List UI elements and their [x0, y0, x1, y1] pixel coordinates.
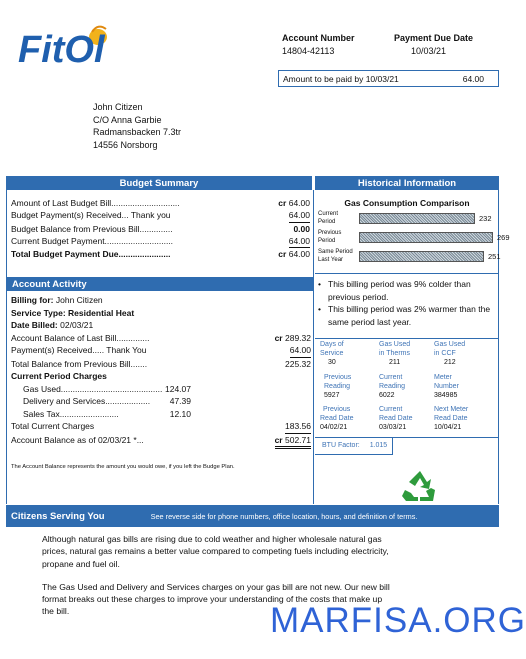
stat-label: Reading: [379, 382, 406, 390]
bar-value: 269: [497, 233, 510, 242]
budget-row-label: Current Budget Payment.............................: [11, 235, 174, 246]
stat-label: Read Date: [379, 414, 413, 422]
balance-as-of-prefix: cr: [274, 434, 283, 445]
stat-cell: [320, 341, 379, 374]
recycle-icon: [400, 469, 440, 503]
charge-row: [11, 408, 191, 421]
balance-row-label: Total Balance from Previous Bill.......: [11, 358, 148, 369]
budget-row-label: Total Budget Payment Due......................: [11, 249, 171, 260]
historical-info-header: [315, 176, 499, 190]
bar-label-line: Previous: [318, 230, 342, 236]
stat-label: Gas Used: [434, 341, 466, 348]
mailing-address: [93, 101, 181, 151]
stat-cell: [434, 406, 494, 438]
gas-chart-title: Gas Consumption Comparison: [344, 198, 470, 208]
citizens-paragraph: Although natural gas bills are rising due to cold weather and higher wholesale natural gas prices, natural gas remains a better value compared to competing fuels including electricity, propane and fuel oil.: [42, 534, 389, 569]
bar-label: [318, 210, 358, 226]
budget-row-label: Budget Balance from Previous Bill..............: [11, 223, 173, 234]
budget-row-label: Amount of Last Budget Bill.............................: [11, 198, 180, 208]
stat-value: 03/03/21: [379, 423, 407, 431]
stat-label: Read Date: [320, 414, 354, 422]
address-line: John Citizen: [93, 102, 143, 112]
stat-label: Reading: [324, 382, 351, 390]
stat-cell: [379, 374, 434, 406]
citizens-paragraph: The Gas Used and Delivery and Services charges on your gas bill are not new. Our new bill format breaks out these charges to improve your understanding of the costs that make up the bill.: [42, 581, 390, 617]
charge-value: 12.10: [169, 408, 191, 419]
stat-value: 6022: [379, 391, 395, 399]
charge-label: Sales Tax.........................: [23, 408, 119, 419]
budget-total-row: [11, 248, 310, 260]
budget-row-prefix: cr: [278, 198, 287, 208]
charge-value: 124.07: [165, 383, 191, 394]
balance-row-value: 289.32: [285, 332, 311, 343]
budget-row: [11, 209, 310, 222]
frame-left-line: [6, 190, 7, 504]
stat-label: Read Date: [434, 414, 468, 422]
stats-row: [320, 341, 496, 374]
budget-summary-header: [6, 176, 312, 190]
bar-label-line: Current: [318, 211, 339, 217]
balance-row: [11, 344, 311, 358]
bar-value: 251: [488, 252, 501, 261]
stat-label: Gas Used: [379, 341, 411, 348]
stat-label: in Therms: [379, 349, 410, 357]
budget-row-value: 64.00: [289, 209, 310, 222]
stat-label: Meter: [434, 374, 452, 381]
citizens-serving-subtitle: See reverse side for phone numbers, office location, hours, and definition of terms.: [150, 511, 418, 521]
btu-factor-label: BTU Factor:: [322, 442, 360, 449]
watermark: [270, 601, 526, 641]
stat-label: Current: [379, 374, 403, 381]
billing-for-label: Billing for:: [11, 295, 54, 305]
charge-label: Delivery and Services...................: [23, 396, 151, 406]
comparison-note-text: This billing period was 2% warmer than the same period last year.: [328, 304, 491, 327]
gas-consumption-chart: [318, 210, 510, 270]
stat-value: 10/04/21: [434, 423, 462, 431]
stat-value: 5927: [324, 391, 340, 399]
chart-separator-line: [315, 273, 498, 274]
balance-as-of-row: [11, 434, 311, 450]
budget-row: [11, 197, 310, 209]
budget-row: [11, 235, 310, 248]
charge-row: [11, 395, 191, 408]
balance-row-label: Payment(s) Received..... Thank You: [11, 345, 147, 355]
stat-value: 211: [389, 358, 401, 366]
amount-due-value: 64.00: [462, 73, 484, 84]
budget-summary-title: Budget Summary: [119, 177, 199, 189]
account-number-label: Account Number: [282, 33, 355, 43]
comparison-notes: [318, 278, 496, 328]
bar-label: [318, 229, 358, 245]
stats-row: [320, 406, 496, 438]
stat-cell: [379, 341, 434, 374]
consumption-bar: [359, 213, 475, 224]
btu-separator-line: [315, 454, 393, 455]
budget-row-value: 64.00: [288, 198, 310, 208]
budget-row-value: 0.00: [293, 223, 310, 234]
account-activity-header: [6, 277, 313, 291]
balance-row-label: Account Balance of Last Bill..............: [11, 332, 150, 343]
stat-label: Next Meter: [434, 406, 469, 413]
billing-for: [11, 294, 311, 307]
account-footnote: The Account Balance represents the amount you would owe, if you left the Budge Plan.: [11, 464, 235, 470]
consumption-bar: [359, 232, 493, 243]
watermark-text: MARFISA.ORG: [270, 601, 526, 640]
date-billed-value: 02/03/21: [60, 320, 94, 330]
btu-box-line: [392, 437, 393, 454]
budget-row-label: Budget Payment(s) Received... Thank you: [11, 210, 171, 221]
company-logo: [16, 22, 136, 70]
stat-label: Previous: [324, 374, 352, 381]
balance-as-of-value: 502.71: [285, 434, 311, 445]
stat-cell: [320, 406, 379, 438]
budget-summary-table: [11, 197, 310, 260]
budget-row: [11, 223, 310, 235]
payment-due-date: 10/03/21: [411, 46, 447, 56]
budget-row-prefix: cr: [278, 249, 287, 260]
bar-label-line: Last Year: [318, 257, 344, 263]
account-activity-body: [11, 294, 311, 449]
bar-value: 232: [479, 214, 492, 223]
btu-factor-value: 1.015: [369, 442, 388, 449]
billing-for-value: John Citizen: [55, 295, 103, 305]
stat-value: 212: [444, 358, 456, 366]
stat-cell: [379, 406, 434, 438]
stat-label: in CCF: [434, 349, 456, 357]
stats-row: [320, 374, 496, 406]
amount-due-label: Amount to be paid by 10/03/21: [283, 73, 399, 84]
balance-row: [11, 358, 311, 371]
historical-info-title: Historical Information: [357, 177, 457, 189]
address-line: C/O Anna Garbie: [93, 114, 162, 125]
stat-value: 384985: [434, 391, 458, 399]
meter-stats-grid: [320, 341, 496, 438]
total-current-value: 183.56: [285, 420, 311, 434]
payment-due-label: Payment Due Date: [394, 33, 474, 43]
date-billed: [11, 319, 311, 332]
charge-value: 47.39: [169, 396, 191, 406]
stat-label: Previous: [323, 406, 351, 413]
total-current-label: Total Current Charges: [11, 421, 95, 431]
btu-factor: [322, 442, 387, 449]
balance-row-value: 225.32: [285, 358, 311, 369]
address-line: Radmansbacken 7.3tr: [93, 127, 182, 137]
comparison-note: • This billing period was 9% colder than previous period.: [318, 278, 496, 303]
charges-title: Current Period Charges: [11, 371, 107, 381]
date-billed-label: Date Billed:: [11, 320, 58, 330]
budget-row-value: 64.00: [289, 235, 310, 248]
comparison-note-text: This billing period was 9% colder than previous period.: [328, 279, 471, 302]
notes-separator-line: [315, 338, 498, 339]
stat-label: Days of: [320, 341, 344, 348]
total-current-row: [11, 420, 311, 434]
budget-row-value: 64.00: [288, 249, 310, 260]
comparison-note: • This billing period was 2% warmer than the same period last year.: [318, 303, 496, 328]
charge-label: Gas Used...........................................: [23, 383, 163, 394]
logo-text: FitOl: [18, 29, 105, 71]
service-type-value: Residential Heat: [68, 307, 135, 318]
service-type: [11, 307, 311, 320]
service-type-label: Service Type:: [11, 307, 66, 318]
bar-label: [318, 248, 358, 264]
balance-row: [11, 332, 311, 345]
citizens-serving-header: [6, 505, 499, 527]
stat-value: 30: [328, 358, 336, 366]
stat-cell: [434, 341, 494, 374]
balance-row-value: 64.00: [290, 344, 311, 358]
bar-label-line: Same Period: [318, 249, 353, 255]
stat-label: Service: [320, 349, 344, 357]
account-number: 14804-42113: [282, 46, 335, 56]
bar-label-line: Period: [318, 219, 336, 225]
stat-cell: [434, 374, 494, 406]
consumption-bar: [359, 251, 484, 262]
balance-as-of-label: Account Balance as of 02/03/21 *...: [11, 434, 144, 445]
citizens-serving-title: Citizens Serving You: [11, 510, 105, 522]
bar-label-line: Period: [318, 238, 336, 244]
stat-cell: [320, 374, 379, 406]
amount-due-box: [278, 70, 499, 87]
frame-center-line: [313, 190, 314, 504]
stat-label: Number: [434, 382, 459, 390]
stats-separator-line: [315, 437, 498, 438]
account-activity-title: Account Activity: [12, 278, 87, 290]
stat-label: Current: [379, 406, 403, 413]
balance-row-prefix: cr: [274, 332, 283, 343]
charge-row: [11, 383, 191, 396]
stat-value: 04/02/21: [320, 423, 348, 431]
address-line: 14556 Norsborg: [93, 139, 158, 150]
